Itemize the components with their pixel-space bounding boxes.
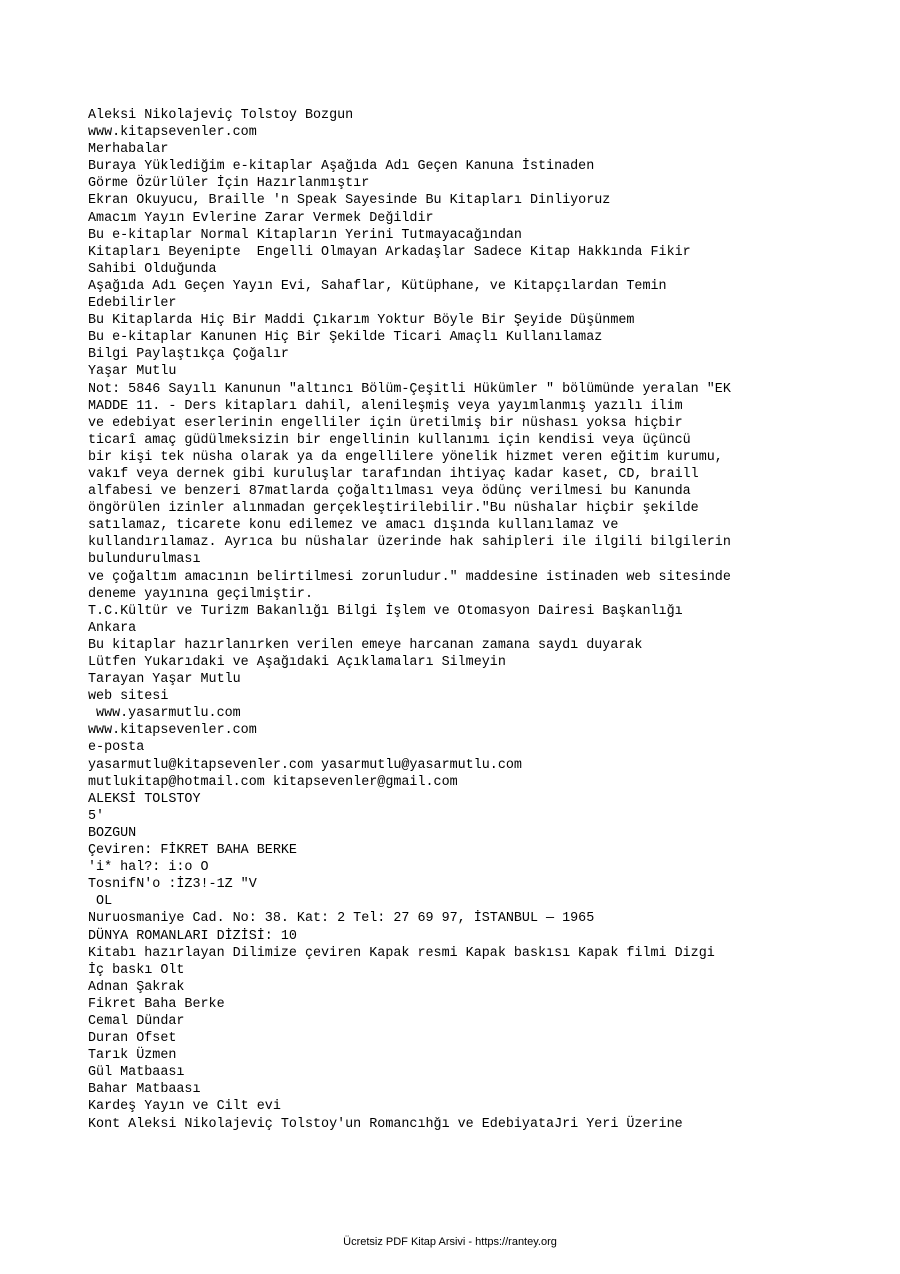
text-line: Bu Kitaplarda Hiç Bir Maddi Çıkarım Yoktur Böyle Bir Şeyide Düşünmem <box>88 313 635 329</box>
text-line: Tarayan Yaşar Mutlu <box>88 672 241 688</box>
text-line: Tarık Üzmen <box>88 1048 177 1064</box>
text-line: vakıf veya dernek gibi kuruluşlar tarafından ihtiyaç kadar kaset, CD, braill <box>88 466 699 482</box>
text-line: TosnifN'o :İZ3!-1Z "V <box>88 877 257 893</box>
text-line: web sitesi <box>88 689 169 705</box>
text-line <box>88 1133 848 1150</box>
text-line: İç baskı Olt <box>88 962 185 978</box>
text-line: kullandırılamaz. Ayrıca bu nüshalar üzerinde hak sahipleri ile ilgili bilgilerin <box>88 535 731 551</box>
text-line: Bu e-kitaplar Normal Kitapların Yerini Tutmayacağından <box>88 227 522 243</box>
text-line: mutlukitap@hotmail.com kitapsevenler@gmail.com <box>88 774 458 790</box>
text-line: Nuruosmaniye Cad. No: 38. Kat: 2 Tel: 27 69 97, İSTANBUL — 1965 <box>88 911 595 927</box>
text-line: Not: 5846 Sayılı Kanunun "altıncı Bölüm-Çeşitli Hükümler " bölümünde yeralan "EK <box>88 381 731 397</box>
text-line: Ankara <box>88 620 137 636</box>
text-line: Kitabı hazırlayan Dilimize çeviren Kapak resmi Kapak baskısı Kapak filmi Dizgi <box>88 945 715 961</box>
text-line: e-posta <box>88 740 145 756</box>
text-line: Buraya Yüklediğim e-kitaplar Aşağıda Adı Geçen Kanuna İstinaden <box>88 159 595 175</box>
text-line: 'i* hal?: i:o O <box>88 860 209 876</box>
text-line: OL <box>88 894 113 910</box>
text-line: Bilgi Paylaştıkça Çoğalır <box>88 347 289 363</box>
text-line: DÜNYA ROMANLARI DİZİSİ: 10 <box>88 928 297 944</box>
text-line: T.C.Kültür ve Turizm Bakanlığı Bilgi İşlem ve Otomasyon Dairesi Başkanlığı <box>88 603 683 619</box>
text-line: ticarî amaç güdülmeksizin bir engellinin kullanımı için kendisi veya üçüncü <box>88 432 691 448</box>
text-line: Yaşar Mutlu <box>88 364 177 380</box>
text-line: Merhabalar <box>88 142 169 158</box>
text-line: www.kitapsevenler.com <box>88 723 257 739</box>
text-line: öngörülen izinler alınmadan gerçekleştirilebilir."Bu nüshalar hiçbir şekilde <box>88 501 699 517</box>
text-line: Aşağıda Adı Geçen Yayın Evi, Sahaflar, Kütüphane, ve Kitapçılardan Temin <box>88 278 667 294</box>
text-line: ve çoğaltım amacının belirtilmesi zorunludur." maddesine istinaden web sitesinde <box>88 569 731 585</box>
text-line: Kont Aleksi Nikolajeviç Tolstoy'un Romancıhğı ve EdebiyataJri Yeri Üzerine <box>88 1116 683 1132</box>
text-line: Gül Matbaası <box>88 1065 185 1081</box>
text-line: Görme Özürlüler İçin Hazırlanmıştır <box>88 176 370 192</box>
text-line: Sahibi Olduğunda <box>88 261 217 277</box>
text-line: Fikret Baha Berke <box>88 996 225 1012</box>
text-line: alfabesi ve benzeri 87matlarda çoğaltılması veya ödünç verilmesi bu Kanunda <box>88 484 691 500</box>
text-line: Ekran Okuyucu, Braille 'n Speak Sayesinde Bu Kitapları Dinliyoruz <box>88 193 611 209</box>
text-line: bir kişi tek nüsha olarak ya da engellilere yönelik hizmet veren eğitim kurumu, <box>88 449 723 465</box>
text-line: yasarmutlu@kitapsevenler.com yasarmutlu@yasarmutlu.com <box>88 757 522 773</box>
text-line: Amacım Yayın Evlerine Zarar Vermek Değildir <box>88 210 434 226</box>
text-line: Aleksi Nikolajeviç Tolstoy Bozgun <box>88 108 354 123</box>
document-body <box>88 107 848 1150</box>
text-line: www.yasarmutlu.com <box>88 706 241 722</box>
text-line: MADDE 11. - Ders kitapları dahil, alenileşmiş veya yayımlanmış yazılı ilim <box>88 398 683 414</box>
text-line: deneme yayınına geçilmiştir. <box>88 586 313 602</box>
text-line: bulundurulması <box>88 552 201 568</box>
text-line: BOZGUN <box>88 825 137 841</box>
text-line: Cemal Dündar <box>88 1013 185 1029</box>
text-line: Bu e-kitaplar Kanunen Hiç Bir Şekilde Ticari Amaçlı Kullanılamaz <box>88 330 603 346</box>
text-line: Çeviren: FİKRET BAHA BERKE <box>88 843 297 859</box>
text-line: Adnan Şakrak <box>88 979 185 995</box>
text-line: 5' <box>88 808 105 824</box>
page-footer: Ücretsiz PDF Kitap Arsivi - https://rantey.org <box>343 1236 557 1248</box>
text-line: Bu kitaplar hazırlanırken verilen emeye harcanan zamana saydı duyarak <box>88 637 643 653</box>
text-line: Bahar Matbaası <box>88 1082 201 1098</box>
text-line: satılamaz, ticarete konu edilemez ve amacı dışında kullanılamaz ve <box>88 518 619 534</box>
text-line: ALEKSİ TOLSTOY <box>88 791 201 807</box>
text-line: Edebilirler <box>88 296 177 312</box>
text-line: Duran Ofset <box>88 1031 177 1047</box>
text-line: Kardeş Yayın ve Cilt evi <box>88 1099 281 1115</box>
text-line: Lütfen Yukarıdaki ve Aşağıdaki Açıklamaları Silmeyin <box>88 655 506 670</box>
text-line: ve edebiyat eserlerinin engelliler için üretilmiş bir nüshası yoksa hiçbir <box>88 415 683 431</box>
text-line: Kitapları Beyenipte Engelli Olmayan Arkadaşlar Sadece Kitap Hakkında Fikir <box>88 244 691 260</box>
text-line: www.kitapsevenler.com <box>88 125 257 141</box>
